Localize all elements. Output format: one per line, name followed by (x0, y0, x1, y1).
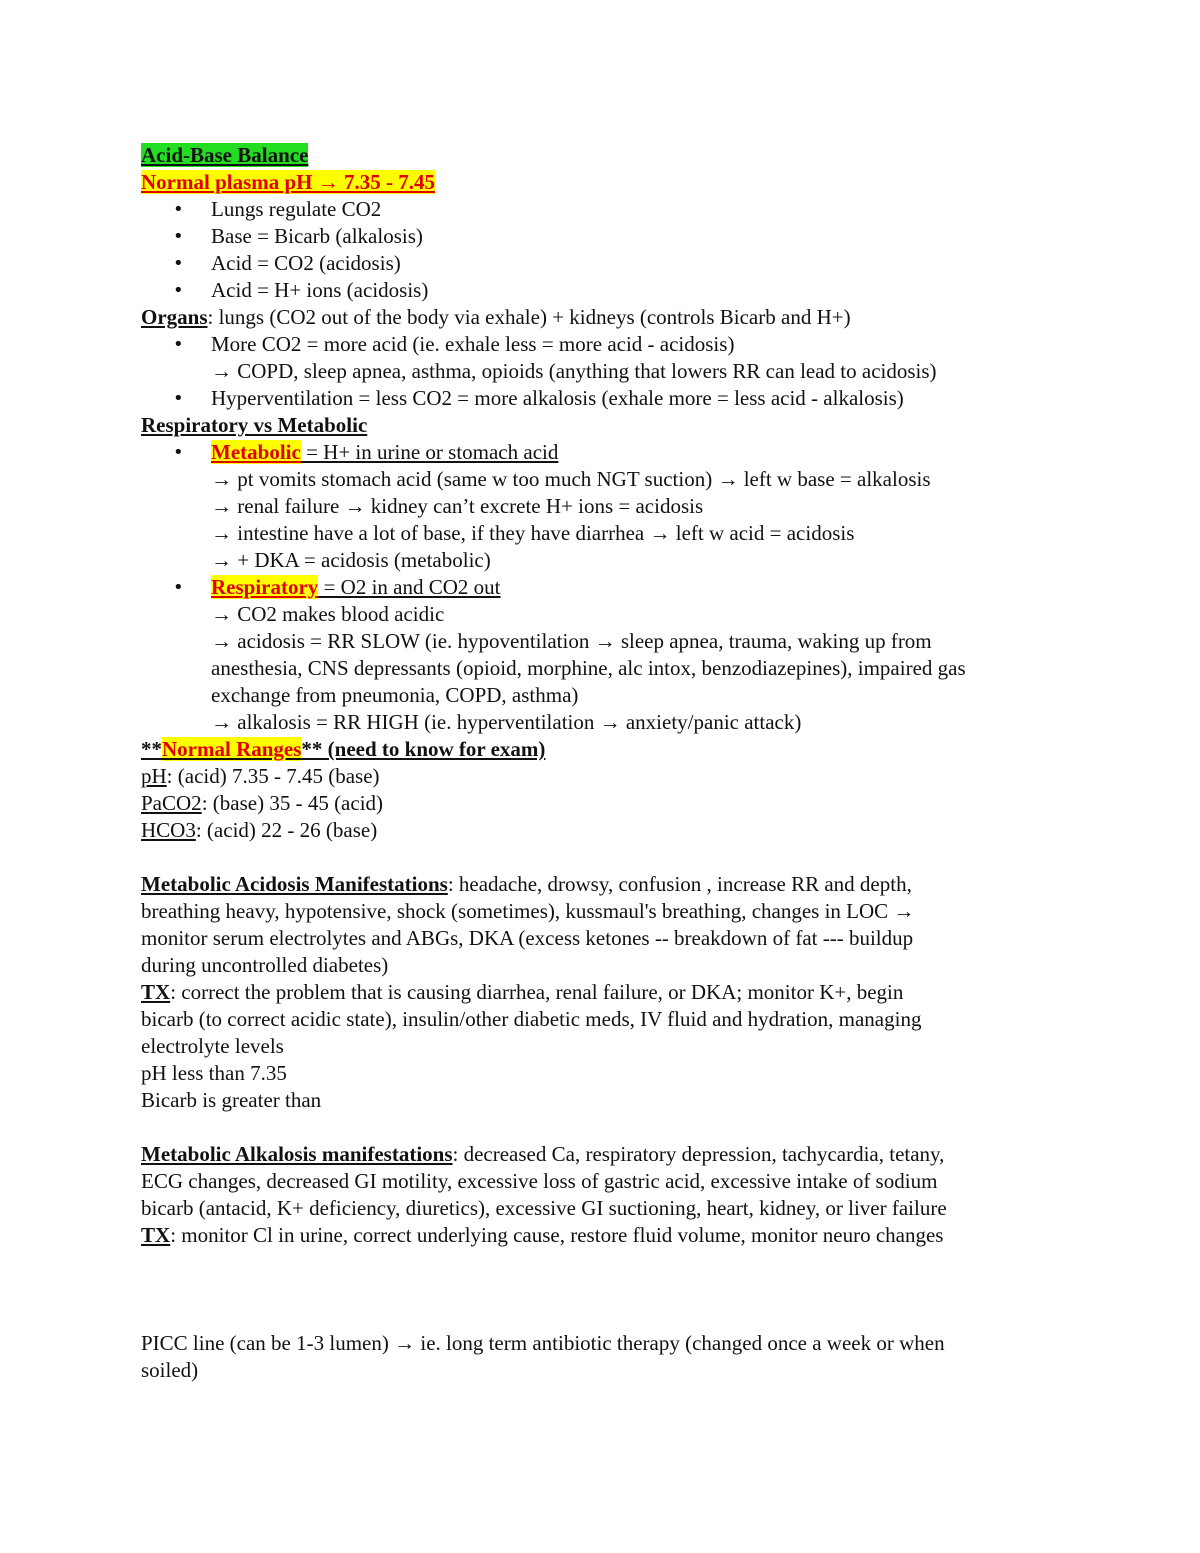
bullet-item: • Lungs regulate CO2 (141, 196, 1071, 223)
alkalosis-text: : decreased Ca, respiratory depression, tachycardia, tetany, (452, 1142, 945, 1166)
range-value: : (base) 35 - 45 (acid) (201, 791, 384, 815)
alkalosis-line (141, 1141, 1071, 1168)
ranges-suffix: ** (need to know for exam) (301, 737, 546, 761)
sub-line: → COPD, sleep apnea, asthma, opioids (anything that lowers RR can lead to acidosis) (211, 359, 937, 383)
text-line: bicarb (to correct acidic state), insulin/other diabetic meds, IV fluid and hydration, managing (141, 1007, 922, 1031)
range-name: PaCO2 (141, 791, 202, 815)
text-line: bicarb (antacid, K+ deficiency, diuretics), excessive GI suctioning, heart, kidney, or liver failure (141, 1196, 947, 1220)
sub-line: → intestine have a lot of base, if they have diarrhea → left w acid = acidosis (211, 521, 855, 545)
acidosis-line (141, 871, 1071, 898)
text-line: breathing heavy, hypotensive, shock (sometimes), kussmaul's breathing, changes in LOC → (141, 899, 915, 923)
organs-text: : lungs (CO2 out of the body via exhale) + kidneys (controls Bicarb and H+) (207, 305, 851, 329)
range-row (141, 790, 1071, 817)
respiratory-label: Respiratory (211, 575, 319, 599)
ranges-label: Normal Ranges (162, 737, 302, 761)
text-line: pH less than 7.35 (141, 1061, 287, 1085)
tx-line (141, 979, 1071, 1006)
sub-line: → alkalosis = RR HIGH (ie. hyperventilation → anxiety/panic attack) (211, 710, 802, 734)
range-value: : (acid) 22 - 26 (base) (195, 818, 378, 842)
respiratory-text: = O2 in and CO2 out (318, 575, 501, 599)
organs-line (141, 304, 1071, 331)
sub-line: → pt vomits stomach acid (same w too much NGT suction) → left w base = alkalosis (211, 467, 931, 491)
ranges-prefix: ** (141, 737, 162, 761)
range-name: pH (141, 764, 167, 788)
tx-text: : monitor Cl in urine, correct underlying cause, restore fluid volume, monitor neuro changes (170, 1223, 944, 1247)
resp-vs-met-heading: Respiratory vs Metabolic (141, 413, 368, 437)
tx-label: TX (141, 980, 171, 1004)
sub-line: exchange from pneumonia, COPD, asthma) (211, 683, 579, 707)
text-line: monitor serum electrolytes and ABGs, DKA (excess ketones -- breakdown of fat --- buildup (141, 926, 914, 950)
text-line: during uncontrolled diabetes) (141, 953, 389, 977)
bullet-item: • Acid = H+ ions (acidosis) (141, 277, 1071, 304)
document-body (141, 142, 1071, 1384)
spacer (141, 1114, 1071, 1141)
acidosis-text: : headache, drowsy, confusion , increase RR and depth, (447, 872, 912, 896)
range-value: : (acid) 7.35 - 7.45 (base) (166, 764, 380, 788)
organs-label: Organs (141, 305, 208, 329)
bullet-item: • More CO2 = more acid (ie. exhale less = more acid - acidosis) (141, 331, 1071, 358)
range-row (141, 817, 1071, 844)
bullet-item: • Hyperventilation = less CO2 = more alkalosis (exhale more = less acid - alkalosis) (141, 385, 1071, 412)
acidosis-label: Metabolic Acidosis Manifestations (141, 872, 448, 896)
tx-label: TX (141, 1223, 171, 1247)
alkalosis-label: Metabolic Alkalosis manifestations (141, 1142, 453, 1166)
spacer (141, 1249, 1071, 1330)
sub-line: → renal failure → kidney can’t excrete H+ ions = acidosis (211, 494, 704, 518)
respiratory-bullet (141, 574, 1071, 601)
spacer (141, 844, 1071, 871)
text-line: ECG changes, decreased GI motility, excessive loss of gastric acid, excessive intake of sodium (141, 1169, 938, 1193)
bullet-item: • Base = Bicarb (alkalosis) (141, 223, 1071, 250)
text-line: electrolyte levels (141, 1034, 284, 1058)
sub-line: → + DKA = acidosis (metabolic) (211, 548, 491, 572)
range-row (141, 763, 1071, 790)
range-name: HCO3 (141, 818, 196, 842)
bullet-item: • Acid = CO2 (acidosis) (141, 250, 1071, 277)
text-line: Bicarb is greater than (141, 1088, 322, 1112)
text-line: soiled) (141, 1358, 199, 1382)
doc-title: Acid-Base Balance (141, 143, 309, 167)
metabolic-bullet (141, 439, 1071, 466)
metabolic-label: Metabolic (211, 440, 301, 464)
normal-ph-heading: Normal plasma pH → 7.35 - 7.45 (141, 170, 435, 194)
tx-line (141, 1222, 1071, 1249)
sub-line: → CO2 makes blood acidic (211, 602, 445, 626)
text-line: PICC line (can be 1-3 lumen) → ie. long term antibiotic therapy (changed once a week or when (141, 1331, 945, 1355)
normal-ranges-heading (141, 736, 1071, 763)
tx-text: : correct the problem that is causing diarrhea, renal failure, or DKA; monitor K+, begin (170, 980, 904, 1004)
sub-line: anesthesia, CNS depressants (opioid, morphine, alc intox, benzodiazepines), impaired gas (211, 656, 966, 680)
metabolic-text: = H+ in urine or stomach acid (300, 440, 559, 464)
sub-line: → acidosis = RR SLOW (ie. hypoventilation → sleep apnea, trauma, waking up from (211, 629, 932, 653)
